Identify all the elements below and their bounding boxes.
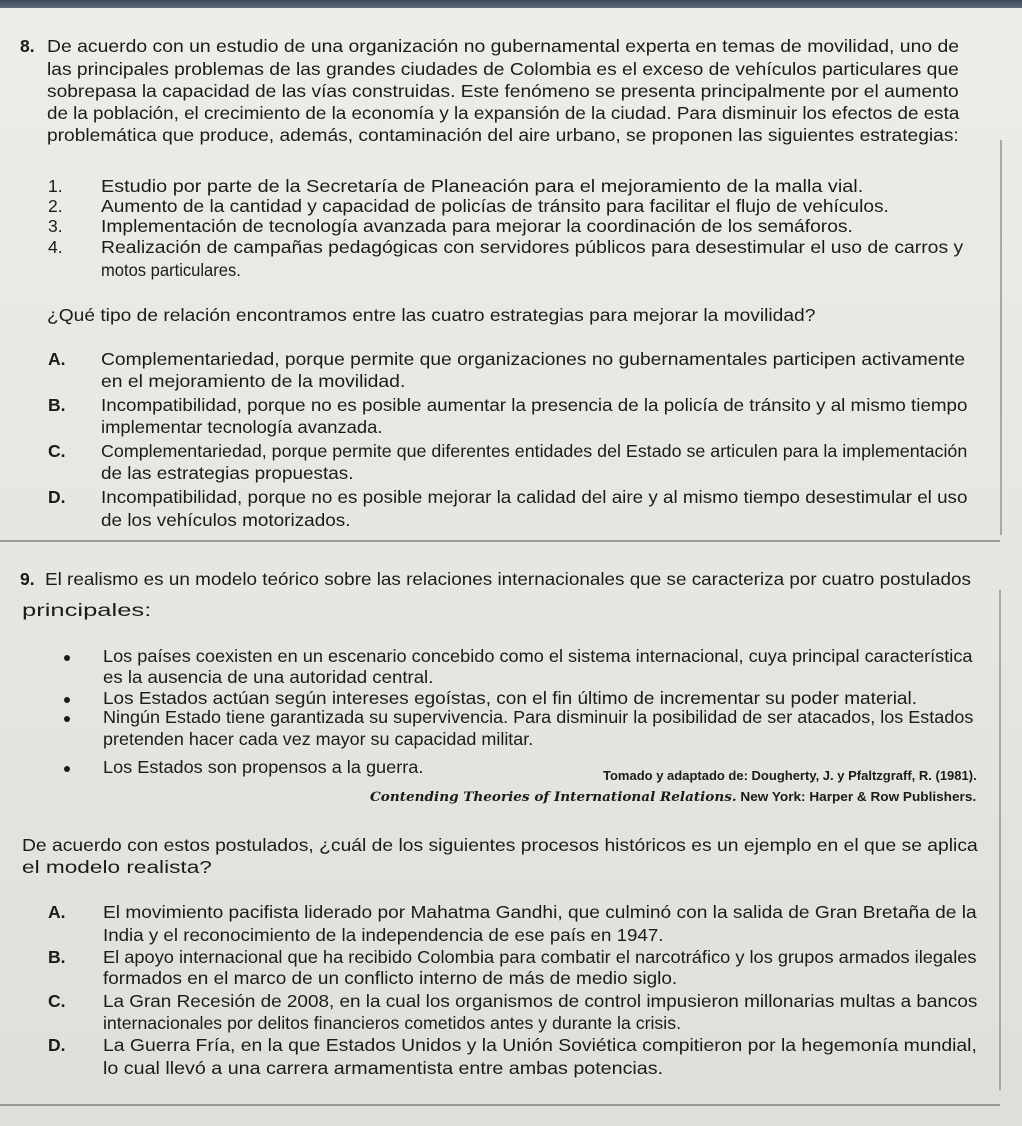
postulate-text: Los países coexisten en un escenario concebido como el sistema internacional, cuya principal característica (103, 646, 973, 666)
q8-option-b-letter: B. (48, 395, 66, 415)
q9-frame-edge (999, 590, 1001, 1090)
q8-option-a-text: en el mejoramiento de la movilidad. (101, 371, 406, 391)
q8-option-c-text: Complementariedad, porque permite que diferentes entidades del Estado se articulen para la implementación (101, 441, 968, 461)
citation-reference (370, 789, 976, 806)
q9-option-c-text: internacionales por delitos financieros cometidos antes y durante la crisis. (103, 1013, 681, 1033)
q9-option-d-letter: D. (48, 1035, 66, 1055)
q8-number: 8. (20, 36, 35, 56)
q8-option-c-text: de las estrategias propuestas. (101, 463, 354, 483)
q8-question: ¿Qué tipo de relación encontramos entre las cuatro estrategias para mejorar la movilidad? (47, 305, 816, 325)
q8-option-d-text: Incompatibilidad, porque no es posible mejorar la calidad del aire y al mismo tiempo desestimular el uso (101, 487, 968, 507)
q8-option-a-text: Complementariedad, porque permite que organizaciones no gubernamentales participen activamente (101, 349, 966, 369)
strategy-number: 2. (48, 196, 63, 216)
q9-number: 9. (20, 569, 35, 589)
q9-option-a-text: El movimiento pacifista liderado por Mahatma Gandhi, que culminó con la salida de Gran Bretaña de la (103, 902, 977, 922)
postulate-text: Ningún Estado tiene garantizada su supervivencia. Para disminuir la posibilidad de ser atacados, los Estados (103, 707, 974, 727)
page-bottom-divider (0, 1104, 1000, 1106)
postulate-text: Los Estados son propensos a la guerra. (103, 757, 424, 777)
q8-intro-line: las principales problemas de las grandes ciudades de Colombia es el exceso de vehículos particulares que (47, 59, 959, 79)
strategy-number: 3. (48, 216, 63, 236)
strategy-text: motos particulares. (101, 260, 241, 280)
q8-option-c-letter: C. (48, 441, 66, 461)
q8-option-b-text: implementar tecnología avanzada. (101, 417, 383, 437)
q9-option-c-letter: C. (48, 991, 66, 1011)
q9-question: el modelo realista? (22, 857, 212, 877)
question-divider (0, 540, 1000, 542)
q8-intro-line: sobrepasa la capacidad de las vías construidas. Este fenómeno se presenta principalmente por el aumento (47, 81, 959, 101)
citation-book-title: Contending Theories of International Relations. (370, 790, 737, 805)
q9-intro-line: El realismo es un modelo teórico sobre las relaciones internacionales que se caracteriza por cuatro postulados (45, 569, 971, 589)
q8-option-a-letter: A. (48, 349, 66, 369)
q9-option-b-text: El apoyo internacional que ha recibido Colombia para combatir el narcotráfico y los grupos armados ilegales (103, 947, 977, 967)
q8-option-d-text: de los vehículos motorizados. (101, 510, 351, 530)
bullet-icon (64, 716, 70, 722)
q9-question: De acuerdo con estos postulados, ¿cuál de los siguientes procesos históricos es un ejemplo en el que se aplica (22, 835, 978, 855)
q8-intro-line: problemática que produce, además, contaminación del aire urbano, se proponen las siguientes estrategias: (47, 125, 959, 145)
q9-option-d-text: La Guerra Fría, en la que Estados Unidos y la Unión Soviética compitieron por la hegemonía mundial, (103, 1035, 977, 1055)
citation-publisher: New York: Harper & Row Publishers. (736, 789, 977, 804)
q8-intro-line: De acuerdo con un estudio de una organización no gubernamental experta en temas de movilidad, uno de (47, 36, 960, 56)
bullet-icon (64, 655, 70, 661)
strategy-text: Aumento de la cantidad y capacidad de policías de tránsito para facilitar el flujo de vehículos. (101, 196, 889, 216)
citation-source: Tomado y adaptado de: Dougherty, J. y Pfaltzgraff, R. (1981). (603, 768, 977, 783)
q9-option-b-text: formados en el marco de un conflicto interno de más de medio siglo. (103, 968, 678, 988)
strategy-number: 1. (48, 176, 63, 196)
q8-option-d-letter: D. (48, 487, 66, 507)
q8-frame-edge (1000, 140, 1002, 535)
q9-option-c-text: La Gran Recesión de 2008, en la cual los organismos de control impusieron millonarias multas a bancos (103, 991, 978, 1011)
bullet-icon (64, 697, 70, 703)
postulate-text: pretenden hacer cada vez mayor su capacidad militar. (103, 729, 534, 749)
postulate-text: Los Estados actúan según intereses egoístas, con el fin último de incrementar su poder material. (103, 688, 917, 708)
q9-option-a-text: India y el reconocimiento de la independencia de ese país en 1947. (103, 925, 664, 945)
strategy-number: 4. (48, 237, 63, 257)
strategy-text: Realización de campañas pedagógicas con servidores públicos para desestimular el uso de carros y (101, 237, 964, 257)
strategy-text: Estudio por parte de la Secretaría de Planeación para el mejoramiento de la malla vial. (101, 176, 864, 196)
strategy-text: Implementación de tecnología avanzada para mejorar la coordinación de los semáforos. (101, 216, 853, 236)
q9-intro-line: principales: (22, 600, 152, 620)
q9-option-b-letter: B. (48, 947, 66, 967)
q9-option-a-letter: A. (48, 902, 66, 922)
q9-option-d-text: lo cual llevó a una carrera armamentista entre ambas potencias. (103, 1058, 664, 1078)
q8-intro-line: de la población, el crecimiento de la economía y la expansión de la ciudad. Para disminuir los efectos de esta (47, 103, 960, 123)
bullet-icon (64, 766, 70, 772)
q8-option-b-text: Incompatibilidad, porque no es posible aumentar la presencia de la policía de tránsito y al mismo tiempo (101, 395, 968, 415)
postulate-text: es la ausencia de una autoridad central. (103, 667, 434, 687)
